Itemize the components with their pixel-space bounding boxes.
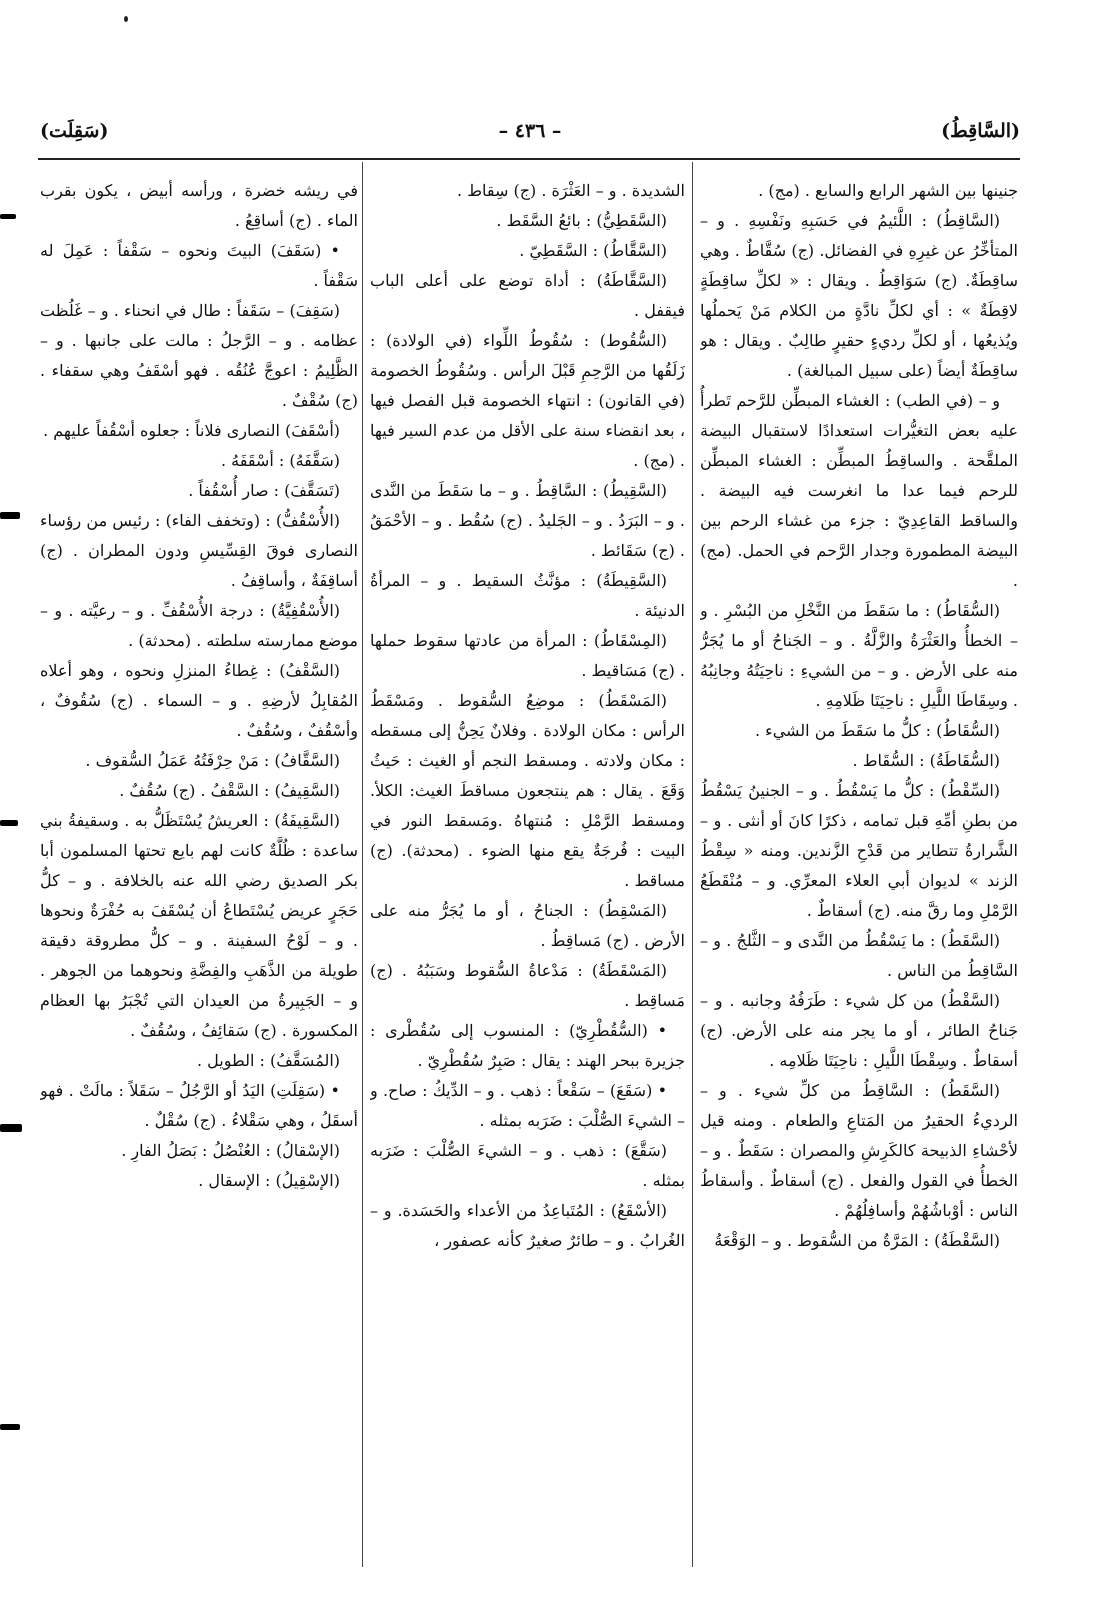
entry-text: (الأسْقَعُ) : المُتَباعِدُ من الأعداء والحَسَدة. و – الغُرابُ . و – طائرٌ صغيرٌ كأنه عصفور ، [370, 1201, 685, 1250]
entry-text: (المَسْقَطَةُ) : مَدْعاةُ السُّقوط وسَبَبُهُ . (ج) مَساقِط . [370, 961, 685, 1010]
entry-text: (سَقَّعَ) : ذهب . و – الشيءَ الصُّلْبَ : ضَرَبه بمثله . [370, 1141, 685, 1190]
entry-text: (تَسَقَّفَ) : صار أُسْقُفاً . [188, 481, 340, 500]
entry-text: (السُّقَاطُ) : كلُّ ما سَقَطَ من الشيء . [755, 721, 1000, 740]
ink-dot [124, 16, 128, 22]
entry-text: (سَقِفَ) – سَقَفاً : طال في انحناء . و – غَلُظت عظامه . و – الرَّجلُ : مالت على جانبها . و – الظَّلِيمُ : اعوجَّ عُنُقُه . فهو أسْقَفُ وهي سقفاء . (ج) سُقْفٌ . [40, 301, 358, 410]
entry-text: (السَّاقِطُ) : اللَّئيمُ في حَسَبِهِ ونَفْسِهِ . و – المتأخِّرُ عن غيرِهِ في الفضائل. (ج) سُقَّاطٌ . وهي ساقِطَةٌ. (ج) سَوَاقِطُ . ويقال : « لكلِّ ساقِطَةٍ لاقِطَةٌ » : أي لكلِّ نادَّةٍ من الكلام مَنْ يَحملُها ويُذيعُها ، أو لكلِّ رديءٍ حقيرٍ طالِبٌ . ويقال : هو ساقِطَةٌ أيضاً (على سبيل المبالغة) . [700, 211, 1018, 380]
entry-text: (السَّقْطُ) من كل شيء : طَرَفُهُ وجانبه . و – جَناحُ الطائر ، أو ما يجر منه على الأرض. (ج) أسقاطٌ . وسِقْطَا اللَّيلِ : ناحِيَتَا ظَلامِه . [700, 991, 1018, 1070]
entry-text: (المَسْقِطُ) : الجناحُ ، أو ما يُجَرُّ منه على الأرض . (ج) مَساقِطُ . [370, 901, 685, 950]
entry-text: (السَّقَطِيُّ) : بائعُ السَّقَط . [496, 211, 667, 230]
column-divider-right [692, 162, 693, 1567]
page-number: – ٤٣٦ – [498, 120, 562, 142]
entry-text: في ريشه خضرة ، ورأسه أبيض ، يكون بقرب الماء . (ج) أساقِعُ . [40, 181, 358, 230]
binding-mark [0, 820, 18, 826]
entry-text: (السُّقُوط) : سُقُوطُ اللِّواء (في الولادة) : زَلَقُها من الرَّحِمِ قَبْلَ الرأس . وسُقُوطُ الخصومة (في القانون) : انتهاء الخصومة قبل الفصل فيها ، بعد انقضاء سنة على الأقل من عدم السير فيها . (مج) . [370, 331, 685, 470]
entry-text: و – (في الطب) : الغشاء المبطِّن للرَّحم تَطرأُ عليه بعض التغيُّرات استعدادًا لاستقبال البيضة الملقَّحة . والساقِطُ المبطِّن : الغشاء المبطِّن للرحم فيما عدا ما انغرست فيه البيضة . والساقط القاعِدِيّ : جزء من غشاء الرحم بين البيضة المطمورة وجدار الرَّحم في الحمل. (مج) . [700, 391, 1018, 590]
entry-text: (المُسَقَّفُ) : الطويل . [197, 1051, 340, 1070]
entry-text: (السَّقِيفَةُ) : العريشُ يُسْتَظَلُّ به . وسقيفةُ بني ساعدة : ظُلَّةٌ كانت لهم بايع تحتها المسلمون أبا بكر الصديق رضي الله عنه بالخلافة . و – كلُّ حَجَرٍ عريض يُسْتَطاعُ أن يُسْقَفَ به حُفْرَةٌ ونحوها . و – لَوْحُ السفينة . و – كلُّ مطروقة دقيقة طويلة من الذَّهَبِ والفِضَّةِ ونحوهما من الجوهر . و – الجَبِيرةُ من العيدان التي تُجْبَرُ بها العظام المكسورة . (ج) سَقائِفُ ، وسُقُفٌ . [40, 811, 358, 1040]
entry-text: (السَّقَّافُ) : مَنْ حِرْفَتُهُ عَمَلُ السُّقوف . [85, 751, 340, 770]
entry-text: (السَّقْطَةُ) : المَرَّةُ من السُّقوط . و – الوَقْعَةُ [714, 1231, 1000, 1250]
entry-text: (السَّقِيطَةُ) : مؤنَّثُ السقيط . و – المرأةُ الدنيئة . [370, 571, 685, 620]
entry-text: • (سَقَعَ) – سَقْعاً : ذهب . و – الدِّيكُ : صاح. و – الشيءَ الصُّلْبَ : ضَرَبه بمثله . [370, 1081, 685, 1130]
binding-mark [0, 1424, 20, 1430]
entry-text: • (سَقِلَتِ) اليَدُ أو الرَّجُلُ – سَقَلاً : مالَتْ . فهو أسقَلُ ، وهي سَقْلاءُ . (ج) سُقْلٌ . [40, 1081, 358, 1130]
entry-text: (الإسْقالُ) : العُنْصُلُ : بَصَلُ الفارِ . [121, 1141, 340, 1160]
entry-text: (السُّقَاطُ) : ما سَقَطَ من النَّخْلِ من البُسْرِ . و – الخطأُ والعَثْرَةُ والزَّلَّةُ . و – الجَناحُ أو ما يُجَرُّ منه على الأرض . و – من الشيءِ : ناحِيَتُهُ وجانِبُهُ . وسِقَاطَا اللَّيلِ : ناحِيَتَا ظَلامِهِ . [700, 601, 1018, 710]
entry-text: (سَقَّفَهُ) : أسْقَفَهُ . [220, 451, 340, 470]
binding-mark [0, 214, 16, 219]
header-rule [38, 158, 1020, 160]
entry-text: (السَّقِيفُ) : السَّقْفُ . (ج) سُقُفٌ . [119, 781, 340, 800]
entry-text: (السَّقَّاطُ) : السَّقَطِيّ . [519, 241, 667, 260]
entry-text: (السَّقْفُ) : غِطاءُ المنزلِ ونحوه ، وهو أعلاه المُقابِلُ لأرضِهِ . و – السماء . (ج) سُقُوفٌ ، وأسْقُفٌ ، وسُقُفٌ . [40, 661, 358, 740]
page-header [40, 120, 1020, 156]
column-left [40, 176, 358, 1576]
entry-text: (المِسْقَاطُ) : المرأة من عادتها سقوط حملها . (ج) مَسَاقيط . [370, 631, 685, 680]
entry-text: (الأُسْقُفُّ) : (وتخفف الفاء) : رئيس من رؤساء النصارى فوقَ القِسِّيسِ ودون المطران . (ج) أساقِفَةٌ ، وأساقِفُ . [40, 511, 358, 590]
entry-text: (الإسْقِيلُ) : الإسقال . [198, 1171, 340, 1190]
entry-text: جنينها بين الشهر الرابع والسابع . (مج) . [758, 181, 1018, 200]
entry-text: (أسْقَفَ) النصارى فلاناً : جعلوه أسْقُفاً عليهم . [43, 421, 340, 440]
entry-text: (السَّقِيطُ) : السَّاقِطُ . و – ما سَقَطَ من النَّدى . و – البَرَدُ . و – الجَليدُ . (ج) سُقُط . و – الأحْمَقُ . (ج) سَقَائط . [370, 481, 685, 560]
column-middle [370, 176, 685, 1576]
entry-text: (السُّقَاطَةُ) : السُّقَاط . [852, 751, 1000, 770]
entry-text: • (سَقَفَ) البيتَ ونحوه – سَقْفاً : عَمِلَ له سَقْفاً . [40, 241, 358, 290]
binding-mark [0, 1124, 22, 1132]
entry-text: (السَّقَطُ) : ما يَسْقُطُ من النَّدى و – الثَّلجُ . و – السَّاقِطُ من الناس . [700, 931, 1018, 980]
column-right [700, 176, 1018, 1576]
header-right-word: (السَّاقِطُ) [941, 120, 1020, 142]
header-left-word: (سَقِلَت) [40, 120, 109, 142]
entry-text: (السِّقْطُ) : كلُّ ما يَسْقُطُ . و – الجنينُ يَسْقُطُ من بطنِ أمِّهِ قبل تمامه ، ذكرًا كانَ أو أنثى . و – الشَّرارةُ تتطاير من قَدْحِ الزَّندين. ومنه « سِقْطُ الزند » لديوان أبي العلاء المعرِّي. و – مُنْقَطَعُ الرَّمْلِ وما رقَّ منه. (ج) أسقاطٌ . [700, 781, 1018, 920]
binding-mark [0, 512, 20, 519]
entry-text: (الأُسْقُفِيَّةُ) : درجة الأُسْقُفِّ . و – رعيَّته . و – موضع ممارسته سلطته . (محدثة) . [40, 601, 358, 650]
entry-text: (السَّقَّاطَةُ) : أداة توضع على أعلى الباب فيقفل . [370, 271, 685, 320]
entry-text: الشديدة . و – العَثْرَة . (ج) سِقاط . [457, 181, 685, 200]
entry-text: (المَسْقَطُ) : موضِعُ السُّقوط . ومَسْقَطُ الرأس : مكان الولادة . وفلانٌ يَحِنُّ إلى مسقطه : مكان ولادته . ومسقط النجم أو الغيث : حَيثُ وَقَعَ . يقال : هم ينتجعون مساقطَ الغيث: الكلأ. ومسقط الرَّمْلِ : مُنتهاهُ .ومَسقط النور في البيت : فُرجَةٌ يقع منها الضوء . (محدثة). (ج) مساقط . [370, 691, 685, 890]
entry-text: • (السُّقُطْرِيّ) : المنسوب إلى سُقُطْرى : جزيرة ببحر الهند : يقال : صَبِرٌ سُقُطْرِيّ . [370, 1021, 685, 1070]
column-divider-left [362, 162, 363, 1567]
entry-text: (السَّقَطُ) : السَّاقِطُ من كلِّ شيء . و – الرديءُ الحقيرُ من المَتاعِ والطعام . ومنه قيل لأحْشاءِ الذبيحة كالكَرِشِ والمصران : سَقَطٌ . و – الخطأُ في القول والفعل . (ج) أسقاطٌ . وأسقاطُ الناس : أوْباشُهُمْ وأسافِلُهُمْ . [700, 1081, 1018, 1220]
